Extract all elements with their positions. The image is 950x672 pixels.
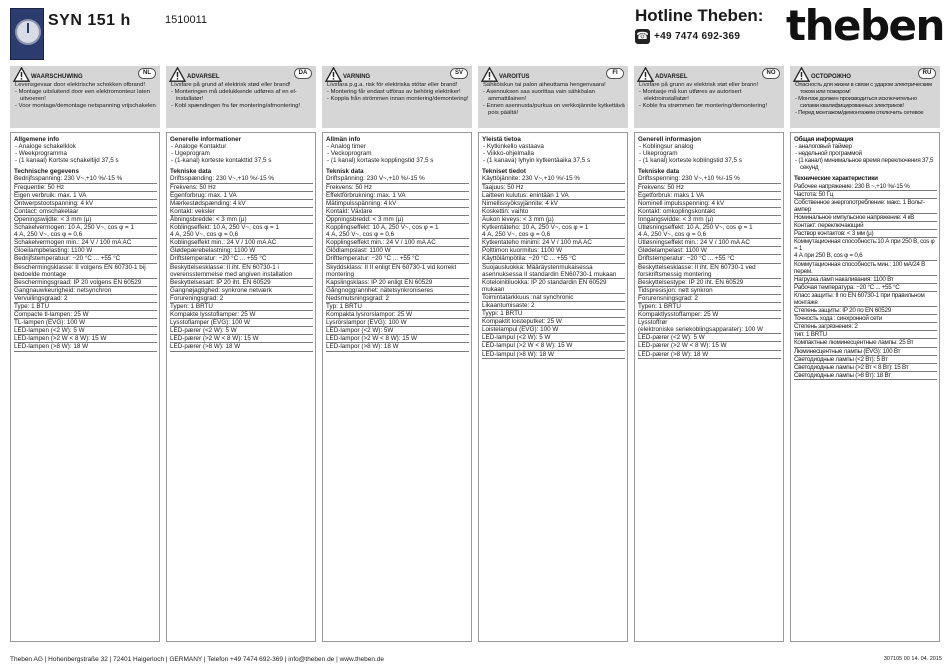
tech-spec-row: LED-lampor (>2 W < 8 W): 15 W [326, 335, 469, 343]
phone-icon: ☎ [636, 30, 649, 42]
tech-spec-row: TL-lampen (EVG): 100 W [14, 319, 157, 327]
tech-spec-row: Polttimon kuormitus: 1100 W [482, 247, 625, 255]
tech-spec-row: Контакт: переключающий [794, 222, 937, 230]
product-thumbnail [10, 8, 44, 60]
general-item: - (1 kanaal) Kortste schakeltijd 37,5 s [15, 157, 119, 165]
tech-spec-row: Собственное энергопотребление: макс. 1 Вольт-ампер [794, 199, 937, 214]
warning-line: - Montage uitsluitend door een elektromonteur laten uitvoeren! [15, 89, 150, 102]
general-item: - (1 kanal) korteste koblingstid 37,5 s [639, 157, 742, 165]
tech-spec-row: LED-pærer (<2 W): 5 W [638, 334, 781, 342]
warning-line: - Ennen asennusta/purkua on verkkojännite kytkettävä pois päältä! [483, 103, 625, 116]
tech-spec-row: Номинальное импульсное напряжение: 4 кВ [794, 214, 937, 222]
tech-spec-row: Koblingseffekt min.: 24 V / 100 mA AC [170, 239, 313, 247]
tech-heading: Tekniske data [638, 168, 680, 176]
general-heading: Общая информация [794, 136, 854, 143]
warning-line: - Koppla från strömmen innan montering/demontering! [327, 96, 469, 102]
warning-box [634, 66, 784, 128]
tech-heading: Teknisk data [326, 168, 364, 176]
tech-spec-row: Kopplingseffekt: 10 A, 250 V~, cos φ = 1 4 A, 250 V~, cos φ = 0,6 [326, 224, 469, 239]
tech-spec-row: Lysstoflamper (EVG): 100 W [170, 319, 313, 327]
phone-row [635, 28, 740, 44]
tech-spec-row: Utløsningseffekt min.: 24 V / 100 mA AC [638, 239, 781, 247]
tech-spec-row: Frekvens: 50 Hz [638, 184, 781, 192]
tech-spec-row: Gångnoggrannhet: nätetsynkroniseres [326, 287, 469, 295]
warning-text [793, 82, 937, 117]
tech-spec-row: Раствор контактов: < 3 мм (µ) [794, 230, 937, 238]
tech-spec-row: LED-lampul (>8 W): 18 W [482, 351, 625, 359]
general-heading: Allgemene info [14, 136, 60, 143]
tech-spec-row: LED-lampor (<2 W): 5W [326, 327, 469, 335]
tech-spec-row: Степень защиты: IP 20 по EN 60529 [794, 307, 937, 315]
tech-spec-row: Frequentie: 50 Hz [14, 184, 157, 192]
phone-number: +49 7474 692-369 [654, 30, 741, 42]
tech-spec-row: Koskettin: vaihto [482, 208, 625, 216]
warning-box [322, 66, 472, 128]
warning-triangle-icon [637, 67, 654, 82]
tech-heading: Технические характеристики [794, 175, 878, 183]
warning-text [13, 82, 157, 110]
tech-spec-row: Frekvens: 50 Hz [326, 184, 469, 192]
tech-spec-row: Gloeilampbelasting: 1100 W [14, 247, 157, 255]
tech-spec-row: LED-pærer (>2 W < 8 W): 15 W [638, 342, 781, 350]
spec-box [10, 132, 160, 642]
tech-spec-row: Compacte tl-lampen: 25 W [14, 311, 157, 319]
tech-spec-row: Kompaktit loisteputket: 25 W [482, 318, 625, 326]
column-da [166, 66, 316, 642]
warning-box [166, 66, 316, 128]
warning-triangle-icon [13, 67, 30, 82]
tech-spec-row: Aukon leveys: < 3 mm (µ) [482, 216, 625, 224]
tech-spec-row: Käyttöjännite: 230 V~,+10 %/-15 % [482, 175, 625, 183]
tech-spec-row: Lysstoffrør (elektroniske seriekoblingsapparater): 100 W [638, 319, 781, 334]
spec-box [478, 132, 628, 642]
tech-spec-row: Kompakta lysrorslampor: 25 W [326, 311, 469, 319]
tech-spec-row: Kopplingseffekt min.: 24 V / 100 mA AC [326, 239, 469, 247]
tech-spec-row: Forureningsgrad: 2 [170, 295, 313, 303]
tech-heading: Technische gegevens [14, 168, 79, 176]
warning-line: Livsfara p.g.a. risk för elektriska stötar eller brand! [327, 82, 458, 88]
tech-spec-row: LED-lampul (<2 W): 5 W [482, 334, 625, 342]
warning-title: VAROITUS [499, 74, 530, 80]
tech-spec-row: Tyypi: 1 BRTU [482, 310, 625, 318]
warning-text [637, 82, 781, 110]
tech-spec-row: Egetforbruk: maks 1 VA [638, 192, 781, 200]
column-ru [790, 66, 940, 642]
general-item: - Weekprogramma [15, 150, 68, 158]
general-item: - Viikko-ohjelmalla [483, 150, 534, 158]
warning-triangle-icon [481, 67, 498, 82]
tech-spec-row: Светодиодные лампы (>8 Вт): 18 Вт [794, 372, 937, 380]
tech-spec-row: Светодиодные лампы (<2 Вт): 5 Вт [794, 356, 937, 364]
hotline-title: Hotline Theben: [635, 6, 764, 25]
tech-spec-row: тип: 1 BRTU [794, 331, 937, 339]
tech-spec-row: Skyddsklass: II II enligt EN 60730-1 vid korrekt montering [326, 264, 469, 279]
spec-box [634, 132, 784, 642]
warning-text [481, 82, 625, 117]
tech-spec-row: Forurensningsgrad: 2 [638, 295, 781, 303]
tech-spec-row: Beschermingsklasse: II volgens EN 60730-1 bij bedoelde montage [14, 264, 157, 279]
tech-spec-row: Egenforbrug: max. 1 VA [170, 192, 313, 200]
warning-line: - Montering får endast utföras av behörig elektriker! [327, 89, 461, 95]
tech-spec-row: Koteloinitiluokka: IP 20 standardin EN 60529 mukaan [482, 279, 625, 294]
general-item: - (1 kanal) kortaste kopplingstid 37,5 s [327, 157, 434, 165]
tech-spec-row: Inngangsvidde: < 3 mm (µ) [638, 216, 781, 224]
tech-spec-row: Beskyttelsesart: IP 20 iht. EN 60529 [170, 279, 313, 287]
language-badge: SV [450, 68, 468, 79]
tech-spec-row: Toimintatarkkuus :nat synchronic [482, 294, 625, 302]
tech-spec-row: Компактные люминесцентные лампы: 25 Вт [794, 339, 937, 347]
tech-spec-row: Glødepærebelastning: 1100 W [170, 247, 313, 255]
warning-line: - Монтаж должен производиться исключительно силами квалифицированных электриков! [795, 96, 917, 109]
spec-box [322, 132, 472, 642]
tech-spec-row: Mærkestødspænding: 4 kV [170, 200, 313, 208]
spec-box [166, 132, 316, 642]
general-item: - Analoge schakelklok [15, 143, 76, 151]
tech-spec-row: Loistelampul (EVG): 100 W [482, 326, 625, 334]
tech-spec-row: Taajuus: 50 Hz [482, 184, 625, 192]
language-badge: NO [762, 68, 780, 79]
language-badge: RU [918, 68, 936, 79]
tech-spec-row: Type: 1 BTU [14, 303, 157, 311]
general-item: - Kytkinkello vastaava [483, 143, 544, 151]
tech-spec-row: Kompaktlysstoffamper: 25 W [638, 311, 781, 319]
warning-line: Sähköiskun tai palon aiheuttama hengenvaara! [483, 82, 606, 88]
tech-spec-row: LED-pærer (>8 W): 18 W [170, 343, 313, 351]
tech-spec-row: Kontakt: veksler [170, 208, 313, 216]
tech-spec-row: LED-pærer (<2 W): 5 W [170, 327, 313, 335]
tech-spec-row: Коммутационная способность мин.: 100 мА/24 В перем. [794, 261, 937, 276]
language-badge: NL [138, 68, 156, 79]
language-badge: DA [294, 68, 312, 79]
tech-spec-row: Lysrörslampor (EVG): 100 W [326, 319, 469, 327]
tech-spec-row: Openingswijdte: < 3 mm (µ) [14, 216, 157, 224]
tech-spec-row: Driftstemperatur: −20 °C ... +55 °C [638, 255, 781, 263]
column-fi [478, 66, 628, 642]
warning-line: - Перед монтажом/демонтажем отключить сетевое [795, 110, 924, 116]
tech-spec-row: Suojausluokka: Määräystenmukaisessa asennuksessa II standardin EN60730-1 mukaan [482, 264, 625, 279]
tech-spec-row: LED-lampen (>2 W < 8 W): 15 W [14, 335, 157, 343]
tech-spec-row: Åbningsbredde: < 3 mm (µ) [170, 216, 313, 224]
page-header [0, 0, 950, 66]
tech-spec-row: Gangnøjagtighed: synkrone netværk [170, 287, 313, 295]
warning-line: - Koble fra strømmen før montering/demontering! [639, 103, 768, 109]
tech-spec-row: Typen: 1 BRTU [170, 303, 313, 311]
tech-heading: Tekniset tiedot [482, 168, 526, 176]
warning-line: Levensgevaar door elektrische schokken ofbrand! [15, 82, 145, 88]
footer-address: Theben AG | Hohenbergstraße 32 | 72401 Haigerloch | GERMANY | Telefon +49 7474 692-369 | info@theben.de | www.theben.de [10, 656, 385, 663]
warning-triangle-icon [169, 67, 186, 82]
warning-text [325, 82, 469, 103]
tech-spec-row: Kontakt: omkoplingskontakt [638, 208, 781, 216]
tech-spec-row: Nominell impulsspenning: 4 kV [638, 200, 781, 208]
warning-title: ADVARSEL [655, 74, 688, 80]
general-item: - Ukeprogram [639, 150, 678, 158]
tech-spec-row: Utløsningseffekt: 10 A, 250 V~, cos φ = 1 4 A, 250 V~, cos φ = 0,6 [638, 224, 781, 239]
tech-spec-row: Eigen verbruik: max. 1 VA [14, 192, 157, 200]
tech-spec-row: Bedrijfstemperatuur: −20 °C ... +55 °C [14, 255, 157, 263]
tech-spec-row: Коммутационная способность:10 А при 250 В, cos φ = 1 4 А при 250 В, cos φ = 0,6 [794, 238, 937, 260]
tech-spec-row: Нагрузка ламп накаливания: 1100 Вт [794, 276, 937, 284]
warning-title: ADVARSEL [187, 74, 220, 80]
tech-spec-row: Nimellissyöksyjännite: 4 kV [482, 200, 625, 208]
warning-box [790, 66, 940, 128]
tech-spec-row: Glødelampelast: 1100 W [638, 247, 781, 255]
tech-spec-row: Частота: 50 Гц [794, 191, 937, 199]
tech-spec-row: Typ: 1 BRTU [326, 303, 469, 311]
tech-spec-row: Nedsmutsningsgrad: 2 [326, 295, 469, 303]
general-item: - (1 канал) минимальное время переключения 37,5 секунд [795, 157, 934, 172]
tech-spec-row: Kytkentateho minimi: 24 V / 100 mA AC [482, 239, 625, 247]
tech-spec-row: Ontwerpstootspanning: 4 kV [14, 200, 157, 208]
tech-spec-row: Люминесцентные лампы (EVG): 100 Вт [794, 348, 937, 356]
tech-spec-row: LED-pærer (>8 W): 18 W [638, 351, 781, 359]
warning-triangle-icon [325, 67, 342, 82]
tech-spec-row: Contact: omschakelaar [14, 208, 157, 216]
tech-spec-row: Käyttölämpötila: −20 °C ... +55 °C [482, 255, 625, 263]
tech-spec-row: Laitteen kulutus: enintään 1 VA [482, 192, 625, 200]
tech-spec-row: LED-lampen (<2 W): 5 W [14, 327, 157, 335]
warning-line: - Monteringen må udelukkende udføres af en el-installatør! [171, 89, 297, 102]
tech-spec-row: Likaantumisaste: 2 [482, 302, 625, 310]
tech-spec-row: Glödlampslast: 1100 W [326, 247, 469, 255]
warning-text [169, 82, 313, 110]
warning-title: VARNING [343, 74, 371, 80]
general-item: - аналоговый таймер [795, 143, 852, 151]
tech-spec-row: Tidspresisjon: nett synkron [638, 287, 781, 295]
tech-spec-row: Driftsspænding: 230 V~,+10 %/-15 % [170, 175, 313, 183]
spec-box [790, 132, 940, 642]
tech-spec-row: LED-lampen (>8 W): 18 W [14, 343, 157, 351]
tech-spec-row: Kytkentäteho: 10 A, 250 V~, cos φ = 1 4 A, 250 V~, cos φ = 0,6 [482, 224, 625, 239]
tech-spec-row: Öppningsbredd: < 3 mm (µ) [326, 216, 469, 224]
theben-logo: theben [786, 1, 944, 50]
general-item: - Ugeprogram [171, 150, 210, 158]
warning-line: Livsfare på grunn av elektrisk støt eller brann! [639, 82, 759, 88]
tech-spec-row: Beskyttelsesklasse: II iht. EN 60730-1 ved forskriftsmessig montering [638, 264, 781, 279]
tech-spec-row: Frekvens: 50 Hz [170, 184, 313, 192]
warning-line: Опасность для жизни в связи с ударом электрическим током или пожаром! [795, 82, 932, 95]
tech-spec-row: LED-pærer (>2 W < 8 W): 15 W [170, 335, 313, 343]
tech-spec-row: Рабочая температура: −20 °C ... +55 °C [794, 284, 937, 292]
general-item: - Analoge Kontaktur [171, 143, 227, 151]
tech-spec-row: Schakelvermogen: 10 A, 250 V~, cos φ = 1 4 A, 250 V~, cos φ = 0,6 [14, 224, 157, 239]
warning-line: - Montasje må kun utføres av autorisert elektroinstallatør! [639, 89, 742, 102]
tech-spec-row: Bedrijfsspanning: 230 V~,+10 %/-15 % [14, 175, 157, 183]
tech-spec-row: LED-lampul (>2 W < 8 W): 15 W [482, 342, 625, 350]
general-item: - Koblingsur analog [639, 143, 694, 151]
tech-spec-row: Schakelvermogen min.: 24 V / 100 mA AC [14, 239, 157, 247]
warning-title: ОСТОРОЖНО [811, 74, 851, 80]
tech-spec-row: Kompakte lysstoflamper: 25 W [170, 311, 313, 319]
tech-spec-row: Vervuilingsgraad: 2 [14, 295, 157, 303]
tech-spec-row: Drifttemperatur: −20 °C ... +55 °C [326, 255, 469, 263]
language-badge: FI [606, 68, 624, 79]
column-no [634, 66, 784, 642]
tech-spec-row: Beskyttelsesklasse: II iht. EN 60730-1 i overensstemmelse med angiven installation [170, 264, 313, 279]
product-title: SYN 151 h [48, 12, 131, 29]
tech-spec-row: Koblingseffekt: 10 A, 250 V~, cos φ = 1 4 A, 250 V~, cos φ = 0,6 [170, 224, 313, 239]
general-item: - Analog timer [327, 143, 366, 151]
warning-line: - Voor montage/demontage netspanning vrijschakelen [15, 103, 156, 109]
tech-spec-row: Driftstemperatur: −20 °C ... +55 °C [170, 255, 313, 263]
general-item: - Veckoprogram [327, 150, 372, 158]
general-heading: Generell informasjon [638, 136, 701, 143]
general-heading: Generelle informationer [170, 136, 242, 143]
tech-spec-row: Степень загрязнения: 2 [794, 323, 937, 331]
tech-spec-row: Светодиодные лампы (>2 Вт < 8 Вт): 15 Вт [794, 364, 937, 372]
tech-spec-row: Beschermingsgraad: IP 20 volgens EN 60529 [14, 279, 157, 287]
tech-spec-row: Класс защиты: II по EN 60730-1 при правильном монтаже [794, 292, 937, 307]
general-item: - (1-kanal) korteste kontakttid 37,5 s [171, 157, 272, 165]
tech-spec-row: Driftspänning: 230 V~,+10 %/-15 % [326, 175, 469, 183]
warning-title: WAARSCHUWING [31, 74, 83, 80]
general-heading: Allmän info [326, 136, 361, 143]
tech-spec-row: Mätimpulsspänning: 4 kV [326, 200, 469, 208]
tech-spec-row: Точность хода : синхронной сети [794, 315, 937, 323]
tech-spec-row: Kapslingsklass: IP 20 enligt EN 60529 [326, 279, 469, 287]
tech-spec-row: Gangnauwkeurigheid: netsynchron [14, 287, 157, 295]
warning-line: - Kobl spændingen fra før montering/afmontering! [171, 103, 301, 109]
tech-spec-row: Typen: 1 BRTU [638, 303, 781, 311]
general-heading: Yleistä tietoa [482, 136, 521, 143]
warning-box [10, 66, 160, 128]
tech-spec-row: Effektförbrukning: max. 1 VA [326, 192, 469, 200]
tech-spec-row: LED-lampor (>8 W): 18 W [326, 343, 469, 351]
tech-spec-row: Driftsspenning: 230 V~,+10 %/-15 % [638, 175, 781, 183]
warning-triangle-icon [793, 67, 810, 82]
warning-line: Livsfare på grund af elektrisk stød eller brand! [171, 82, 291, 88]
tech-spec-row: Рабочее напряжение: 230 В ~,+10 %/-15 % [794, 183, 937, 191]
footer-date: 307105 00 14. 04. 2015 [883, 656, 942, 662]
general-item: - (1 kanava) lyhyin kytkentäaika 37,5 s [483, 157, 591, 165]
general-item: - недельной программой [795, 150, 862, 158]
tech-heading: Tekniske data [170, 168, 212, 176]
tech-spec-row: Kontakt: Växlare [326, 208, 469, 216]
tech-spec-row: Beskyttelsestype: IP 20 iht. EN 60529 [638, 279, 781, 287]
product-code: 1510011 [165, 14, 208, 26]
column-nl [10, 66, 160, 642]
warning-line: - Asennuksen saa suorittaa vain sähköalan ammattilainen! [483, 89, 595, 102]
warning-box [478, 66, 628, 128]
column-sv [322, 66, 472, 642]
